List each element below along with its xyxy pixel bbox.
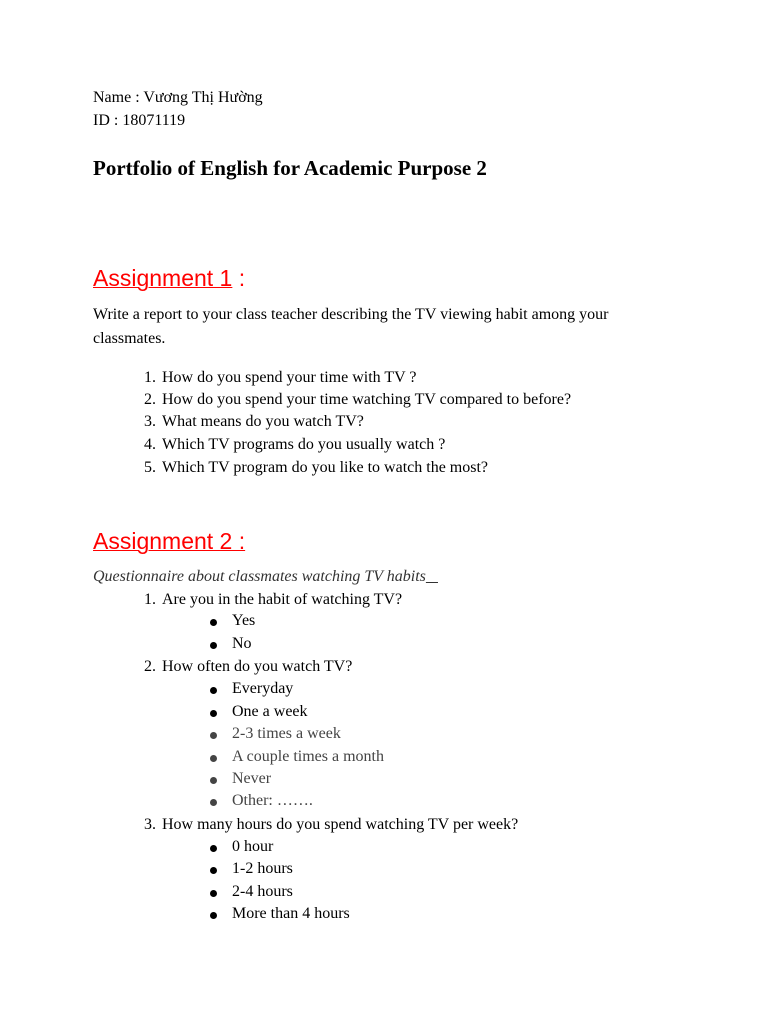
- question-number: 1.: [144, 369, 156, 386]
- option-text: 1-2 hours: [232, 860, 293, 877]
- question-text: What means do you watch TV?: [162, 413, 364, 430]
- option-text: Everyday: [232, 680, 294, 697]
- questionnaire-subtitle-text: Questionnaire about classmates watching TV habits: [93, 568, 426, 585]
- option-text: A couple times a month: [232, 748, 384, 765]
- bullet-icon: [210, 710, 217, 717]
- question-text: Which TV programs do you usually watch ?: [162, 436, 446, 453]
- bullet-icon: [210, 777, 217, 784]
- bullet-icon: [210, 619, 217, 626]
- assignment-2-heading-text: Assignment 2 :: [93, 528, 246, 554]
- option-text: Yes: [232, 612, 256, 629]
- bullet-icon: [210, 642, 217, 649]
- option-text: No: [232, 635, 252, 652]
- assignment-1-heading: [93, 265, 245, 292]
- bullet-icon: [210, 912, 217, 919]
- option-text: Never: [232, 770, 272, 787]
- option-text: More than 4 hours: [232, 905, 350, 922]
- question-text: Which TV program do you like to watch the most?: [162, 459, 489, 476]
- option-text: 2-3 times a week: [232, 725, 341, 742]
- bullet-icon: [210, 890, 217, 897]
- question-text: Are you in the habit of watching TV?: [162, 591, 403, 608]
- question-number: 3.: [144, 413, 156, 430]
- assignment-1-heading-text: Assignment 1: [93, 265, 233, 291]
- question-number: 4.: [144, 436, 156, 453]
- bullet-icon: [210, 755, 217, 762]
- question-number: 3.: [144, 816, 156, 833]
- assignment-1-description: Write a report to your class teacher describing the TV viewing habit among your classmates.: [93, 306, 609, 347]
- assignment-1-heading-colon: :: [232, 265, 246, 291]
- bullet-icon: [210, 687, 217, 694]
- bullet-icon: [210, 845, 217, 852]
- option-text: One a week: [232, 703, 308, 720]
- questionnaire-subtitle: [93, 568, 438, 586]
- question-number: 2.: [144, 658, 156, 675]
- question-text: How many hours do you spend watching TV per week?: [162, 816, 519, 833]
- question-text: How do you spend your time with TV ?: [162, 369, 417, 386]
- questionnaire-subtitle-trail: _: [425, 568, 438, 585]
- question-number: 2.: [144, 391, 156, 408]
- student-id: ID : 18071119: [93, 112, 186, 129]
- question-number: 1.: [144, 591, 156, 608]
- question-text: How often do you watch TV?: [162, 658, 353, 675]
- bullet-icon: [210, 867, 217, 874]
- assignment-2-heading: [93, 528, 245, 555]
- option-text: 2-4 hours: [232, 883, 293, 900]
- question-text: How do you spend your time watching TV compared to before?: [162, 391, 572, 408]
- bullet-icon: [210, 799, 217, 806]
- document-title: Portfolio of English for Academic Purpose 2: [93, 156, 487, 180]
- bullet-icon: [210, 732, 217, 739]
- option-text: Other: …….: [232, 792, 313, 809]
- option-text: 0 hour: [232, 838, 274, 855]
- question-number: 5.: [144, 459, 156, 476]
- student-name: Name : Vương Thị Hường: [93, 89, 263, 106]
